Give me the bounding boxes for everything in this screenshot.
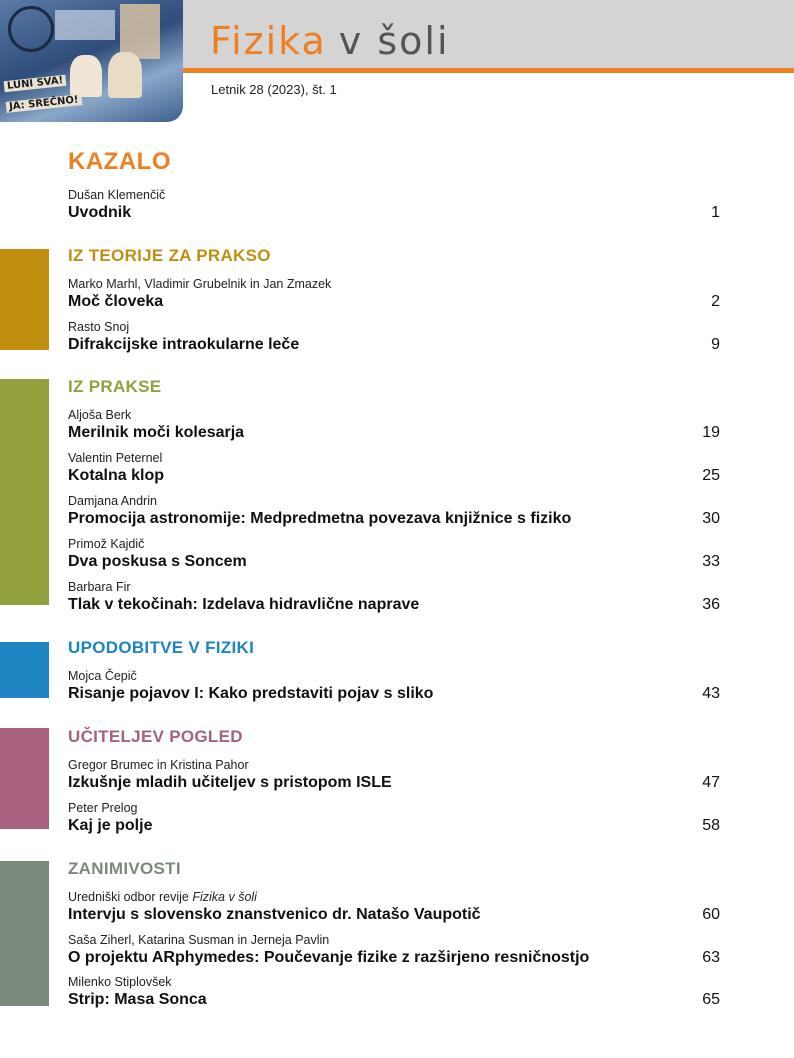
section-title-depictions: UPODOBITVE V FIZIKI — [68, 638, 255, 657]
machine-shape — [120, 4, 160, 59]
entry-title: Kaj je polje — [68, 817, 153, 834]
magazine-title — [210, 18, 450, 64]
entry-title: O projektu ARphymedes: Poučevanje fizike z razširjeno resničnostjo — [68, 949, 590, 966]
toc-entry[interactable] — [68, 320, 720, 355]
entry-page: 36 — [702, 596, 720, 613]
toc-entry[interactable] — [68, 494, 720, 529]
entry-page: 25 — [702, 467, 720, 484]
entry-page: 30 — [702, 510, 720, 527]
toc-entry[interactable] — [68, 801, 720, 836]
entry-author: Aljoša Berk — [68, 408, 132, 422]
section-title-practice: IZ PRAKSE — [68, 377, 162, 396]
entry-title: Risanje pojavov I: Kako predstaviti pojav s sliko — [68, 685, 434, 702]
magazine-title-part1: Fizika — [210, 19, 327, 63]
entry-page: 60 — [702, 906, 720, 923]
entry-title: Dva poskusa s Soncem — [68, 553, 247, 570]
entry-title: Strip: Masa Sonca — [68, 991, 207, 1008]
entry-author: Dušan Klemenčič — [68, 188, 166, 202]
section-title-teacher: UČITELJEV POGLED — [68, 727, 243, 746]
page-title: KAZALO — [68, 148, 171, 175]
entry-author: Gregor Brumec in Kristina Pahor — [68, 758, 249, 772]
toc-entry[interactable] — [68, 408, 720, 443]
section-title-curiosities: ZANIMIVOSTI — [68, 859, 181, 878]
toc-entry[interactable] — [68, 933, 720, 968]
toc-entry[interactable] — [68, 580, 720, 615]
entry-title: Kotalna klop — [68, 467, 165, 484]
entry-page: 33 — [702, 553, 720, 570]
entry-author: Valentin Peternel — [68, 451, 163, 465]
entry-author: Milenko Stiplovšek — [68, 975, 172, 989]
entry-author: Damjana Andrin — [68, 494, 157, 508]
entry-author-journal: Fizika v šoli — [192, 890, 257, 904]
header-accent-line — [183, 68, 794, 73]
toc-entry[interactable] — [68, 758, 720, 793]
entry-page: 9 — [711, 336, 720, 353]
cover-text-1: LUNI SVA! — [4, 75, 67, 92]
section-bar-theory — [0, 249, 49, 350]
portrait-shape-2 — [108, 52, 142, 98]
cover-image — [0, 0, 183, 122]
toc-entry-intro[interactable] — [68, 188, 720, 223]
entry-page: 19 — [702, 424, 720, 441]
entry-page: 2 — [711, 293, 720, 310]
cover-text-2: JA: SREČNO! — [6, 94, 82, 113]
entry-title: Uvodnik — [68, 204, 132, 221]
entry-title: Intervju s slovensko znanstvenico dr. Natašo Vaupotič — [68, 906, 481, 923]
issue-info: Letnik 28 (2023), št. 1 — [211, 82, 337, 97]
entry-author: Barbara Fir — [68, 580, 131, 594]
bicycle-wheel-shape — [8, 6, 54, 52]
entry-author — [68, 890, 720, 905]
entry-page: 65 — [702, 991, 720, 1008]
toc-entry[interactable] — [68, 669, 720, 704]
entry-page: 58 — [702, 817, 720, 834]
magazine-title-part2: v šoli — [338, 19, 450, 63]
entry-page: 43 — [702, 685, 720, 702]
entry-title: Tlak v tekočinah: Izdelava hidravlične naprave — [68, 596, 420, 613]
entry-page: 47 — [702, 774, 720, 791]
entry-page: 1 — [711, 204, 720, 221]
toc-entry[interactable] — [68, 451, 720, 486]
section-bar-curiosities — [0, 861, 49, 1006]
toc-entry[interactable] — [68, 975, 720, 1010]
section-bar-teacher — [0, 728, 49, 829]
entry-title: Promocija astronomije: Medpredmetna povezava knjižnice s fiziko — [68, 510, 572, 527]
section-bar-depictions — [0, 642, 49, 698]
entry-page: 63 — [702, 949, 720, 966]
equipment-shape — [55, 10, 115, 40]
entry-title: Izkušnje mladih učiteljev s pristopom ISLE — [68, 774, 392, 791]
toc-entry[interactable] — [68, 537, 720, 572]
entry-author: Primož Kajdič — [68, 537, 145, 551]
entry-author: Peter Prelog — [68, 801, 138, 815]
entry-title: Moč človeka — [68, 293, 164, 310]
entry-author: Rasto Snoj — [68, 320, 130, 334]
entry-author: Mojca Čepič — [68, 669, 137, 683]
section-bar-practice — [0, 379, 49, 605]
toc-entry[interactable] — [68, 890, 720, 925]
entry-title: Merilnik moči kolesarja — [68, 424, 245, 441]
entry-author: Saša Ziherl, Katarina Susman in Jerneja Pavlin — [68, 933, 330, 947]
section-title-theory: IZ TEORIJE ZA PRAKSO — [68, 246, 271, 265]
toc-entry[interactable] — [68, 277, 720, 312]
entry-title: Difrakcijske intraokularne leče — [68, 336, 300, 353]
entry-author-text: Uredniški odbor revije — [68, 890, 193, 904]
entry-author: Marko Marhl, Vladimir Grubelnik in Jan Zmazek — [68, 277, 332, 291]
portrait-shape — [70, 55, 102, 97]
